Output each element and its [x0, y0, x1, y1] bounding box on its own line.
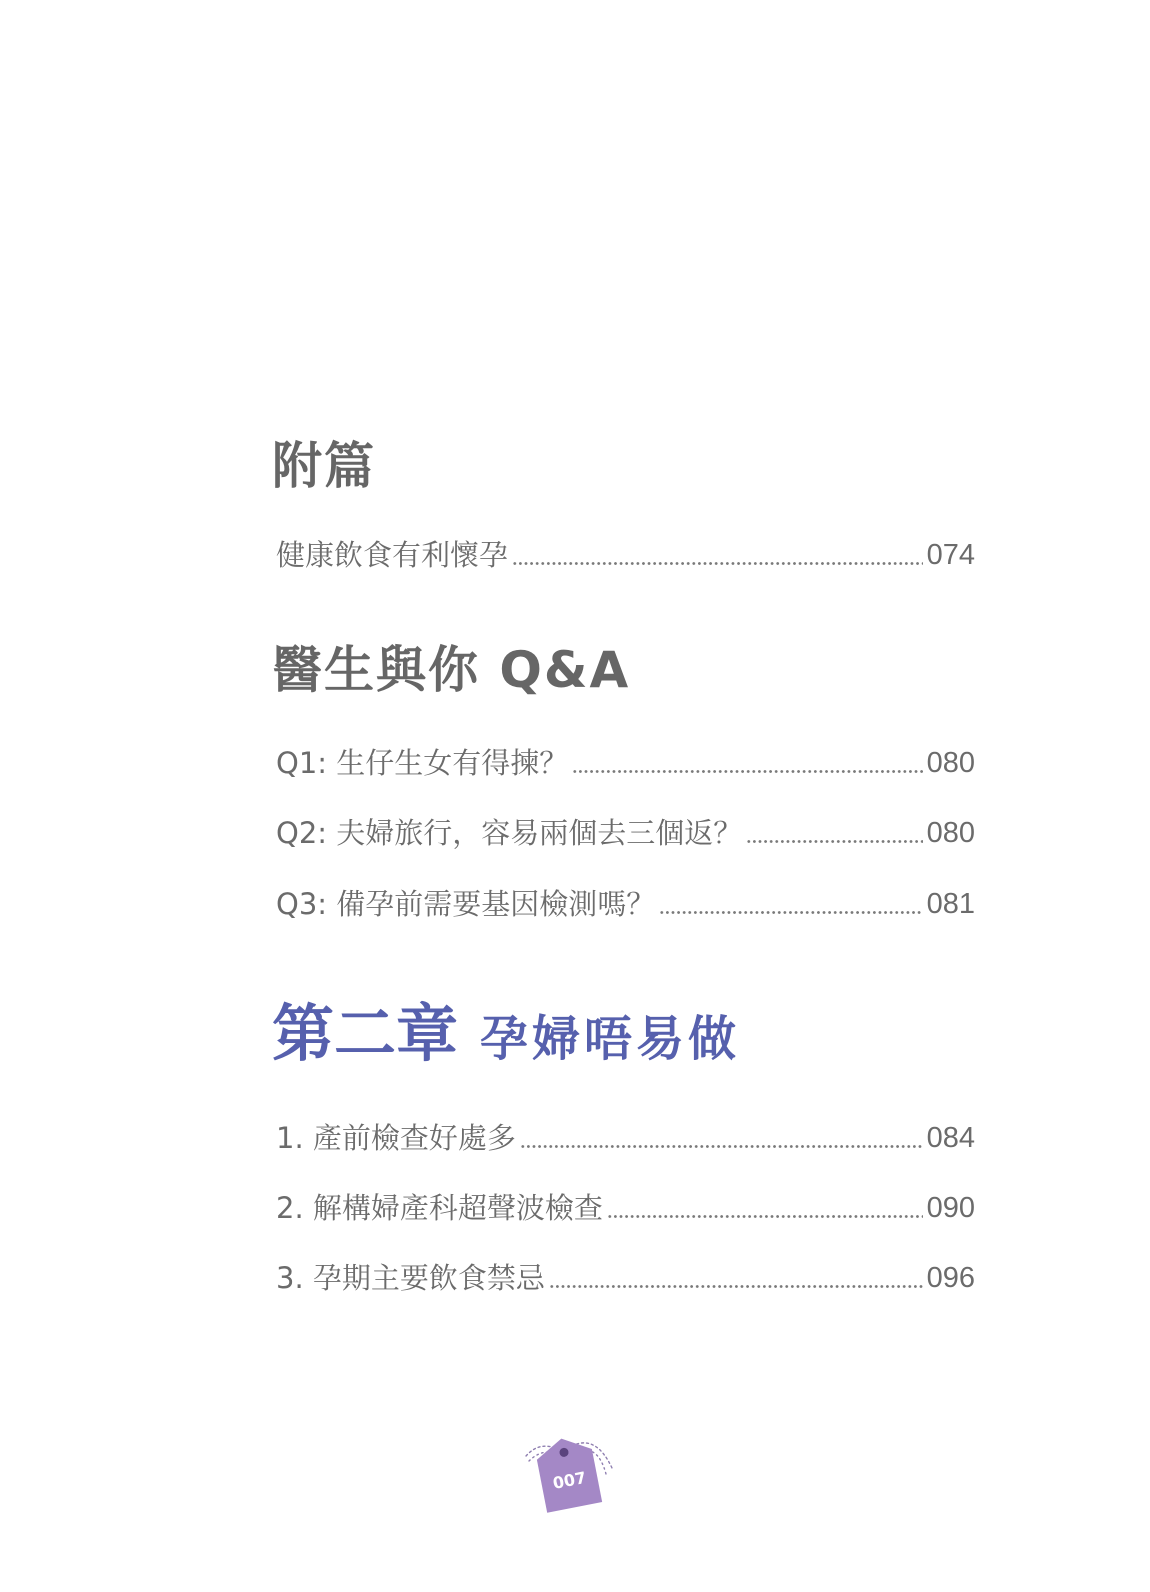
toc-entry-page: 096 [926, 1262, 975, 1294]
toc-entry-page: 084 [926, 1122, 975, 1154]
dot-leader [572, 769, 922, 774]
toc-entry-page: 080 [926, 817, 975, 849]
toc-entry-title: Q2: 夫婦旅行，容易兩個去三個返？ [276, 816, 743, 850]
toc-entry-title: Q1: 生仔生女有得揀？ [276, 746, 569, 780]
dot-leader [607, 1214, 923, 1219]
toc-entry [276, 884, 975, 924]
toc-entry-title: 健康飲食有利懷孕 [276, 538, 509, 572]
toc-entry-title: Q3: 備孕前需要基因檢測嗎？ [276, 887, 656, 921]
dot-leader [746, 839, 922, 844]
chapter-number: 第二章 [272, 997, 459, 1070]
dot-leader [512, 561, 923, 566]
dot-leader [520, 1144, 923, 1149]
chapter-heading [272, 996, 740, 1077]
toc-entry-page: 090 [926, 1192, 975, 1224]
toc-entry-page: 080 [926, 747, 975, 779]
toc-entry-title: 1. 產前檢查好處多 [276, 1121, 516, 1155]
qa-heading: 醫生與你 Q&A [272, 641, 631, 699]
toc-entry-page: 081 [926, 888, 975, 920]
dot-leader [659, 910, 922, 915]
toc-entry [276, 1188, 975, 1228]
toc-entry [276, 1258, 975, 1298]
page-number: 007 [551, 1467, 588, 1493]
chapter-title: 孕婦唔易做 [480, 1011, 741, 1067]
toc-entry [276, 743, 975, 783]
toc-entry-title: 2. 解構婦產科超聲波檢查 [276, 1191, 603, 1225]
toc-entry-page: 074 [926, 539, 975, 571]
page-number-tag [520, 1430, 620, 1525]
toc-entry [276, 535, 975, 575]
dot-leader [549, 1284, 923, 1289]
toc-entry-title: 3. 孕期主要飲食禁忌 [276, 1261, 545, 1295]
appendix-heading: 附篇 [272, 437, 376, 495]
toc-entry [276, 813, 975, 853]
toc-entry [276, 1118, 975, 1158]
